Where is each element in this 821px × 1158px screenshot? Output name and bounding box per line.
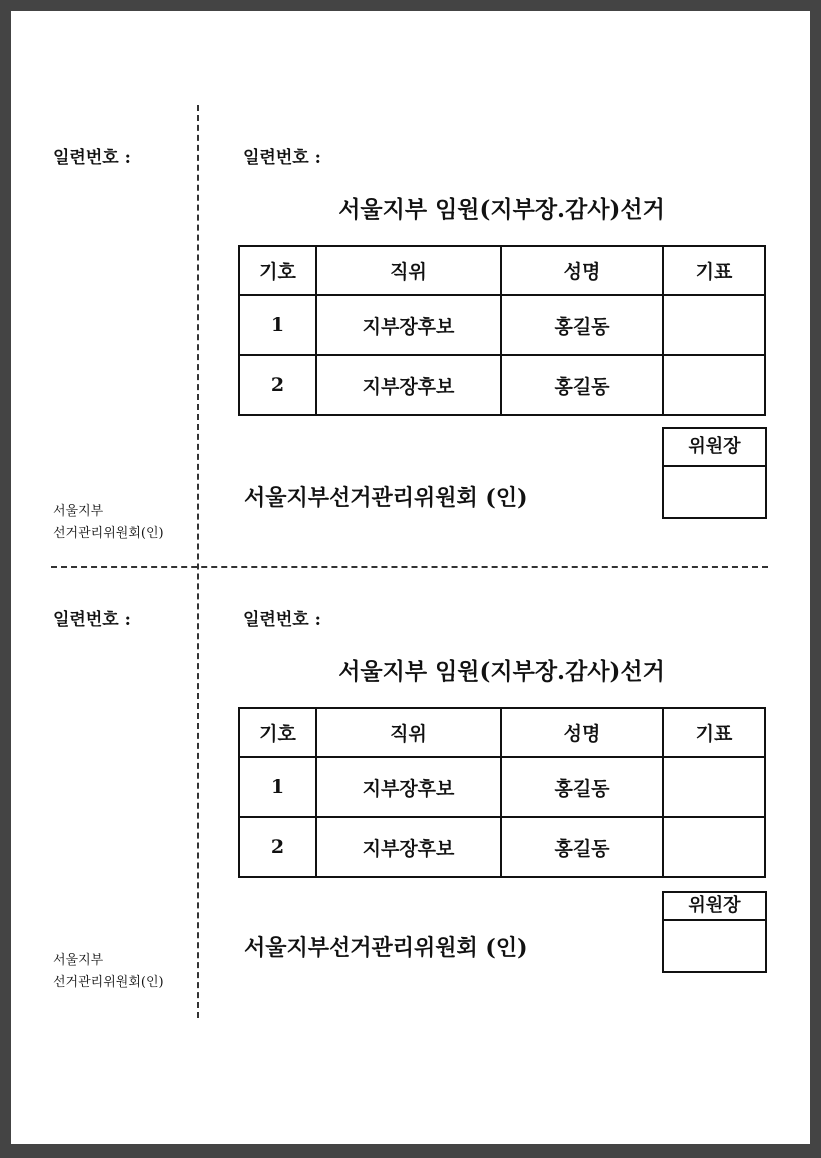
candidate-number: 1 (239, 757, 316, 817)
candidate-position: 지부장후보 (316, 355, 501, 415)
header-number: 기호 (239, 246, 316, 295)
header-mark: 기표 (663, 708, 765, 757)
table-header-row (239, 246, 765, 295)
header-position: 직위 (316, 246, 501, 295)
seal-space (664, 921, 765, 971)
ballot-lower (11, 583, 810, 1033)
table-row (239, 817, 765, 877)
ballot-title: 서울지부 임원(지부장.감사)선거 (338, 658, 665, 685)
candidate-name: 홍길동 (501, 355, 663, 415)
candidate-name: 홍길동 (501, 295, 663, 355)
candidate-position: 지부장후보 (316, 757, 501, 817)
stub-serial-label: 일련번호 : (53, 148, 131, 168)
seal-label: 위원장 (664, 429, 765, 467)
candidate-number: 1 (239, 295, 316, 355)
stub-serial-label: 일련번호 : (53, 610, 131, 630)
committee-name: 서울지부선거관리위원회 (인) (244, 935, 528, 961)
candidate-position: 지부장후보 (316, 817, 501, 877)
header-mark: 기표 (663, 246, 765, 295)
serial-label: 일련번호 : (243, 610, 321, 630)
candidate-number: 2 (239, 817, 316, 877)
ballot-sheet (11, 11, 810, 1144)
stub-line-2: 선거관리위원회(인) (53, 975, 164, 990)
candidate-table (238, 245, 766, 416)
stub-committee (53, 501, 164, 545)
seal-box (662, 891, 767, 973)
header-number: 기호 (239, 708, 316, 757)
candidate-name: 홍길동 (501, 817, 663, 877)
ballot-upper (11, 121, 810, 571)
stub-line-2: 선거관리위원회(인) (53, 526, 164, 541)
candidate-table (238, 707, 766, 878)
header-position: 직위 (316, 708, 501, 757)
vote-mark-cell[interactable] (663, 817, 765, 877)
stub-line-1: 서울지부 (53, 504, 104, 519)
table-row (239, 757, 765, 817)
seal-space (664, 467, 765, 517)
candidate-number: 2 (239, 355, 316, 415)
committee-name: 서울지부선거관리위원회 (인) (244, 485, 528, 511)
header-name: 성명 (501, 246, 663, 295)
table-row (239, 355, 765, 415)
stub-committee (53, 950, 164, 994)
seal-box (662, 427, 767, 519)
candidate-position: 지부장후보 (316, 295, 501, 355)
vote-mark-cell[interactable] (663, 757, 765, 817)
ballot-title: 서울지부 임원(지부장.감사)선거 (338, 196, 665, 223)
vote-mark-cell[interactable] (663, 355, 765, 415)
vote-mark-cell[interactable] (663, 295, 765, 355)
header-name: 성명 (501, 708, 663, 757)
stub-line-1: 서울지부 (53, 953, 104, 968)
table-header-row (239, 708, 765, 757)
candidate-name: 홍길동 (501, 757, 663, 817)
serial-label: 일련번호 : (243, 148, 321, 168)
table-row (239, 295, 765, 355)
seal-label: 위원장 (664, 893, 765, 921)
